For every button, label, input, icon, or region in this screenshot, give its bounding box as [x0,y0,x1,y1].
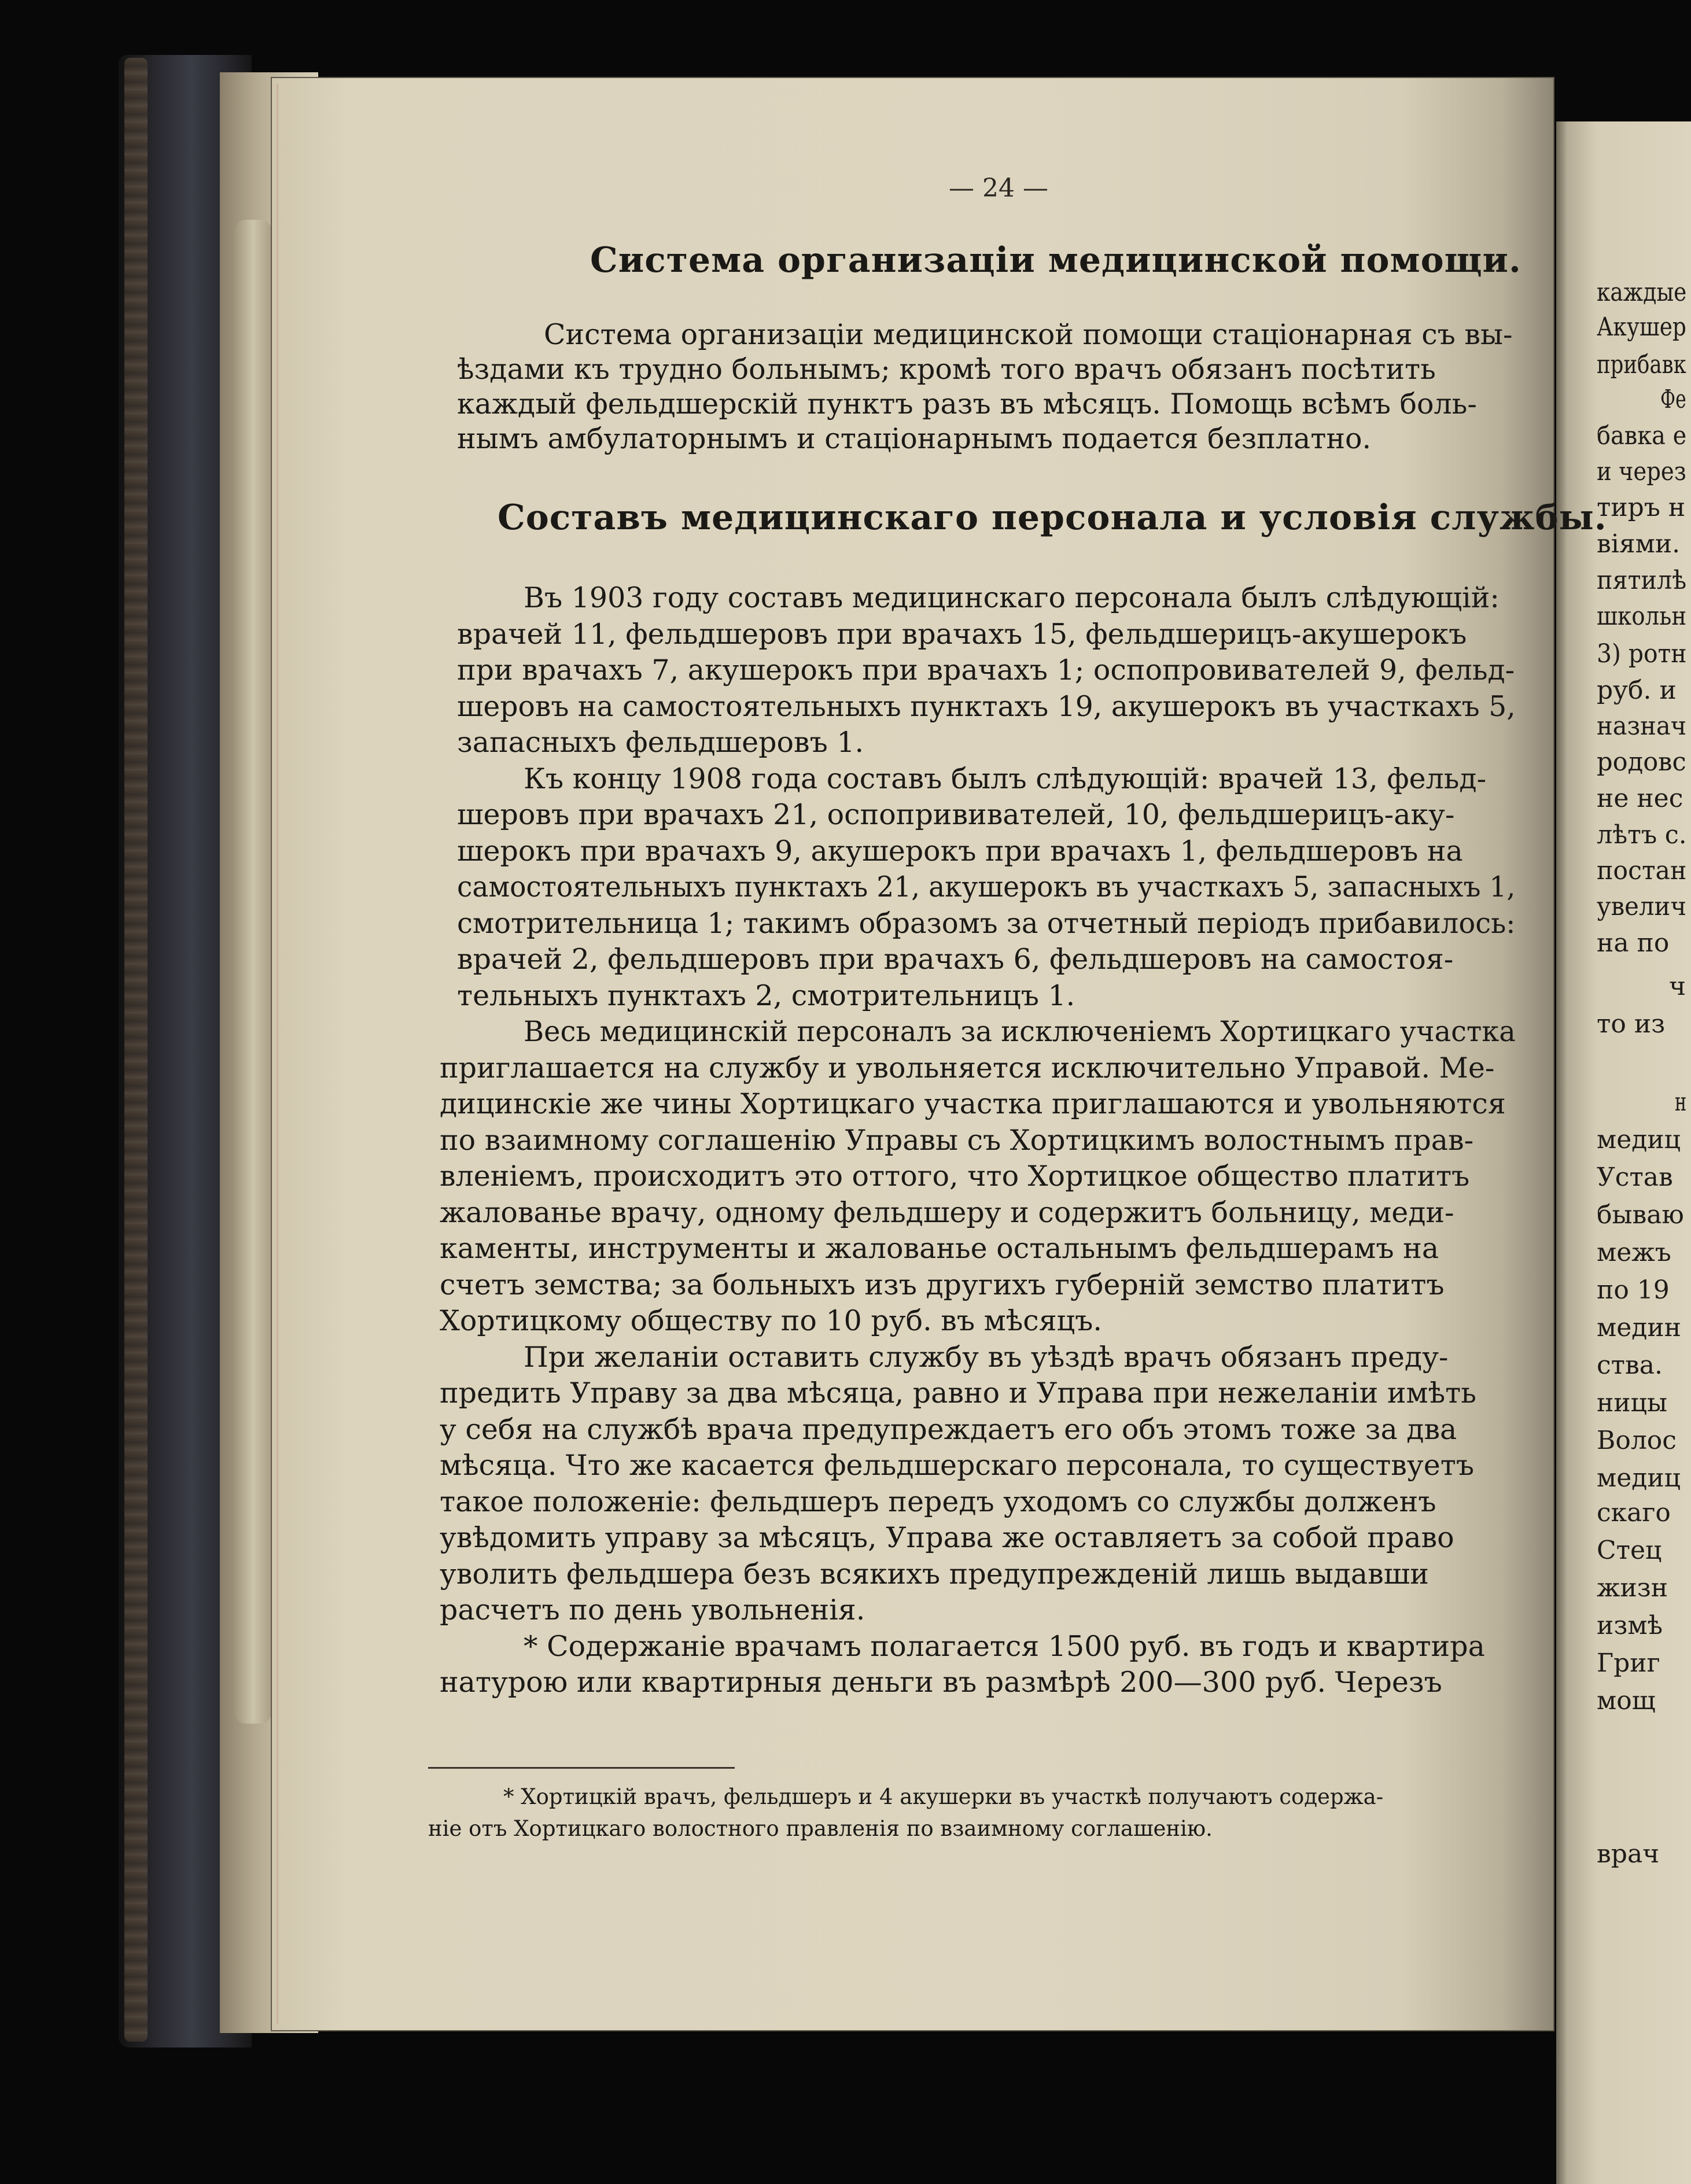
next-page-fragment: каждые [1597,278,1687,307]
next-page-fragment: Акушер [1597,312,1686,342]
next-page-fragment: увелич [1597,892,1687,921]
body-line: у себя на службѣ врача предупреждаетъ его объ этомъ тоже за два [440,1412,1457,1446]
next-page-fragment: врач [1597,1839,1660,1869]
body-line: смотрительница 1; такимъ образомъ за отчетный періодъ прибавилось: [457,906,1516,940]
body-line: приглашается на службу и увольняется исключительно Управой. Ме- [440,1051,1495,1084]
next-page-fragment: межъ [1597,1238,1671,1267]
next-page-fragment: тиръ н [1597,493,1686,522]
body-line: врачей 11, фельдшеровъ при врачахъ 15, фельдшерицъ-акушерокъ [457,617,1467,651]
next-page-fragment: по 19 [1597,1275,1670,1305]
next-page-fragment: бываю [1597,1200,1684,1230]
body-line: по взаимному соглашенію Управы съ Хортицкимъ волостнымъ прав- [440,1123,1474,1157]
body-line: Система организаціи медицинской помощи стаціонарная съ вы- [544,318,1513,351]
body-line: Хортицкому обществу по 10 руб. въ мѣсяцъ. [440,1304,1102,1337]
body-line: Къ концу 1908 года составъ былъ слѣдующій: врачей 13, фельд- [524,762,1487,795]
next-page-fragment: родовс [1597,747,1686,777]
next-page-fragment: измѣ [1597,1611,1663,1640]
body-line: мѣсяца. Что же касается фельдшерскаго персонала, то существуетъ [440,1449,1474,1482]
next-page-fragment: медиц [1597,1125,1681,1154]
next-page-fragment: н [1675,1087,1687,1117]
next-page-fragment: прибавк [1597,350,1686,379]
body-line: жалованье врачу, одному фельдшеру и содержитъ больницу, меди- [440,1196,1454,1229]
gutter-line [277,84,278,2024]
body-line: увѣдомить управу за мѣсяцъ, Управа же оставляетъ за собой право [440,1521,1454,1554]
next-page-fragment: мощ [1597,1686,1656,1716]
spine-fold [234,220,272,1724]
next-page-fragment: на по [1597,928,1670,958]
section-title-organization: Система организаціи медицинской помощи. [590,240,1521,281]
page-number: — 24 — [949,174,1048,203]
next-page-fragment: віями. [1597,529,1681,559]
next-page-fragment: и через [1597,457,1686,486]
body-line: самостоятельныхъ пунктахъ 21, акушерокъ въ участкахъ 5, запасныхъ 1, [457,870,1516,903]
next-page-fragment: Волос [1597,1426,1677,1455]
body-line: вленіемъ, происходитъ это оттого, что Хортицкое общество платитъ [440,1160,1470,1193]
next-page-fragment: Стец [1597,1536,1662,1565]
body-line: Весь медицинскій персоналъ за исключеніемъ Хортицкаго участка [524,1015,1516,1048]
next-page-fragment: ства. [1597,1351,1663,1380]
next-page-fragment: Устав [1597,1163,1673,1192]
next-page-fragment: ч [1669,972,1686,1001]
footnote-line: * Хортицкій врачъ, фельдшеръ и 4 акушерки въ участкѣ получаютъ содержа- [503,1784,1384,1809]
next-page-fragment: школьн [1597,602,1687,631]
body-line: при врачахъ 7, акушерокъ при врачахъ 1; оспопровивателей 9, фельд- [457,654,1515,687]
body-line: нымъ амбулаторнымъ и стаціонарнымъ подается безплатно. [457,422,1372,455]
next-page-fragment: лѣтъ с. [1597,820,1687,850]
next-page-fragment: назнач [1597,711,1687,741]
body-line: уволить фельдшера безъ всякихъ предупрежденій лишь выдавши [440,1557,1429,1591]
next-page-fragment: руб. и [1597,676,1677,705]
body-line: шеровъ на самостоятельныхъ пунктахъ 19, акушерокъ въ участкахъ 5, [457,689,1516,723]
body-line: При желаніи оставить службу въ уѣздѣ врачъ обязанъ преду- [524,1340,1449,1374]
body-line: расчетъ по день увольненія. [440,1593,865,1626]
body-line: такое положеніе: фельдшеръ передъ уходомъ со службы долженъ [440,1485,1436,1518]
body-line: * Содержаніе врачамъ полагается 1500 руб. въ годъ и квартира [524,1629,1485,1663]
next-page-fragment: медиц [1597,1463,1681,1493]
body-line: каждый фельдшерскій пунктъ разъ въ мѣсяцъ. Помощь всѣмъ боль- [457,388,1477,420]
next-page-fragment: то из [1597,1009,1666,1039]
next-page-fragment: ницы [1597,1388,1667,1418]
next-page-fragment: не нес [1597,784,1683,813]
next-page-fragment: 3) ротн [1597,639,1687,669]
next-page-fragment: бавка е [1597,421,1687,451]
body-line: предить Управу за два мѣсяца, равно и Управа при нежеланіи имѣть [440,1377,1476,1410]
next-page-fragment: постан [1597,856,1687,886]
next-page-fragment: медин [1597,1313,1682,1342]
footnote-rule [428,1767,735,1769]
body-line: врачей 2, фельдшеровъ при врачахъ 6, фельдшеровъ на самостоя- [457,943,1454,976]
body-line: натурою или квартирныя деньги въ размѣрѣ 200—300 руб. Черезъ [440,1666,1442,1699]
body-line: шерокъ при врачахъ 9, акушерокъ при врачахъ 1, фельдшеровъ на [457,834,1463,868]
body-line: тельныхъ пунктахъ 2, смотрительницъ 1. [457,979,1075,1012]
footnote-line: ніе отъ Хортицкаго волостного правленія по взаимному соглашенію. [428,1816,1213,1841]
section-title-personnel: Составъ медицинскаго персонала и условія службы. [498,497,1607,538]
next-page-fragment: скаго [1597,1498,1671,1528]
body-line: шеровъ при врачахъ 21, оспопрививателей, 10, фельдшерицъ-аку- [457,798,1455,831]
body-line: каменты, инструменты и жалованье остальнымъ фельдшерамъ на [440,1232,1439,1265]
next-page-fragment: жизн [1597,1573,1668,1603]
body-line: запасныхъ фельдшеровъ 1. [457,726,864,759]
next-page-fragment: пятилѣ [1597,566,1687,595]
body-line: ѣздами къ трудно больнымъ; кромѣ того врачъ обязанъ посѣтить [457,353,1436,386]
cover-worn-edge [124,58,148,2042]
next-page-fragment: Григ [1597,1648,1660,1678]
body-line: дицинскіе же чины Хортицкаго участка приглашаются и увольняются [440,1087,1506,1120]
next-page-fragment: Фе [1660,385,1686,414]
body-line: счетъ земства; за больныхъ изъ другихъ губерній земство платитъ [440,1268,1445,1301]
body-line: Въ 1903 году составъ медицинскаго персонала былъ слѣдующій: [524,581,1500,614]
